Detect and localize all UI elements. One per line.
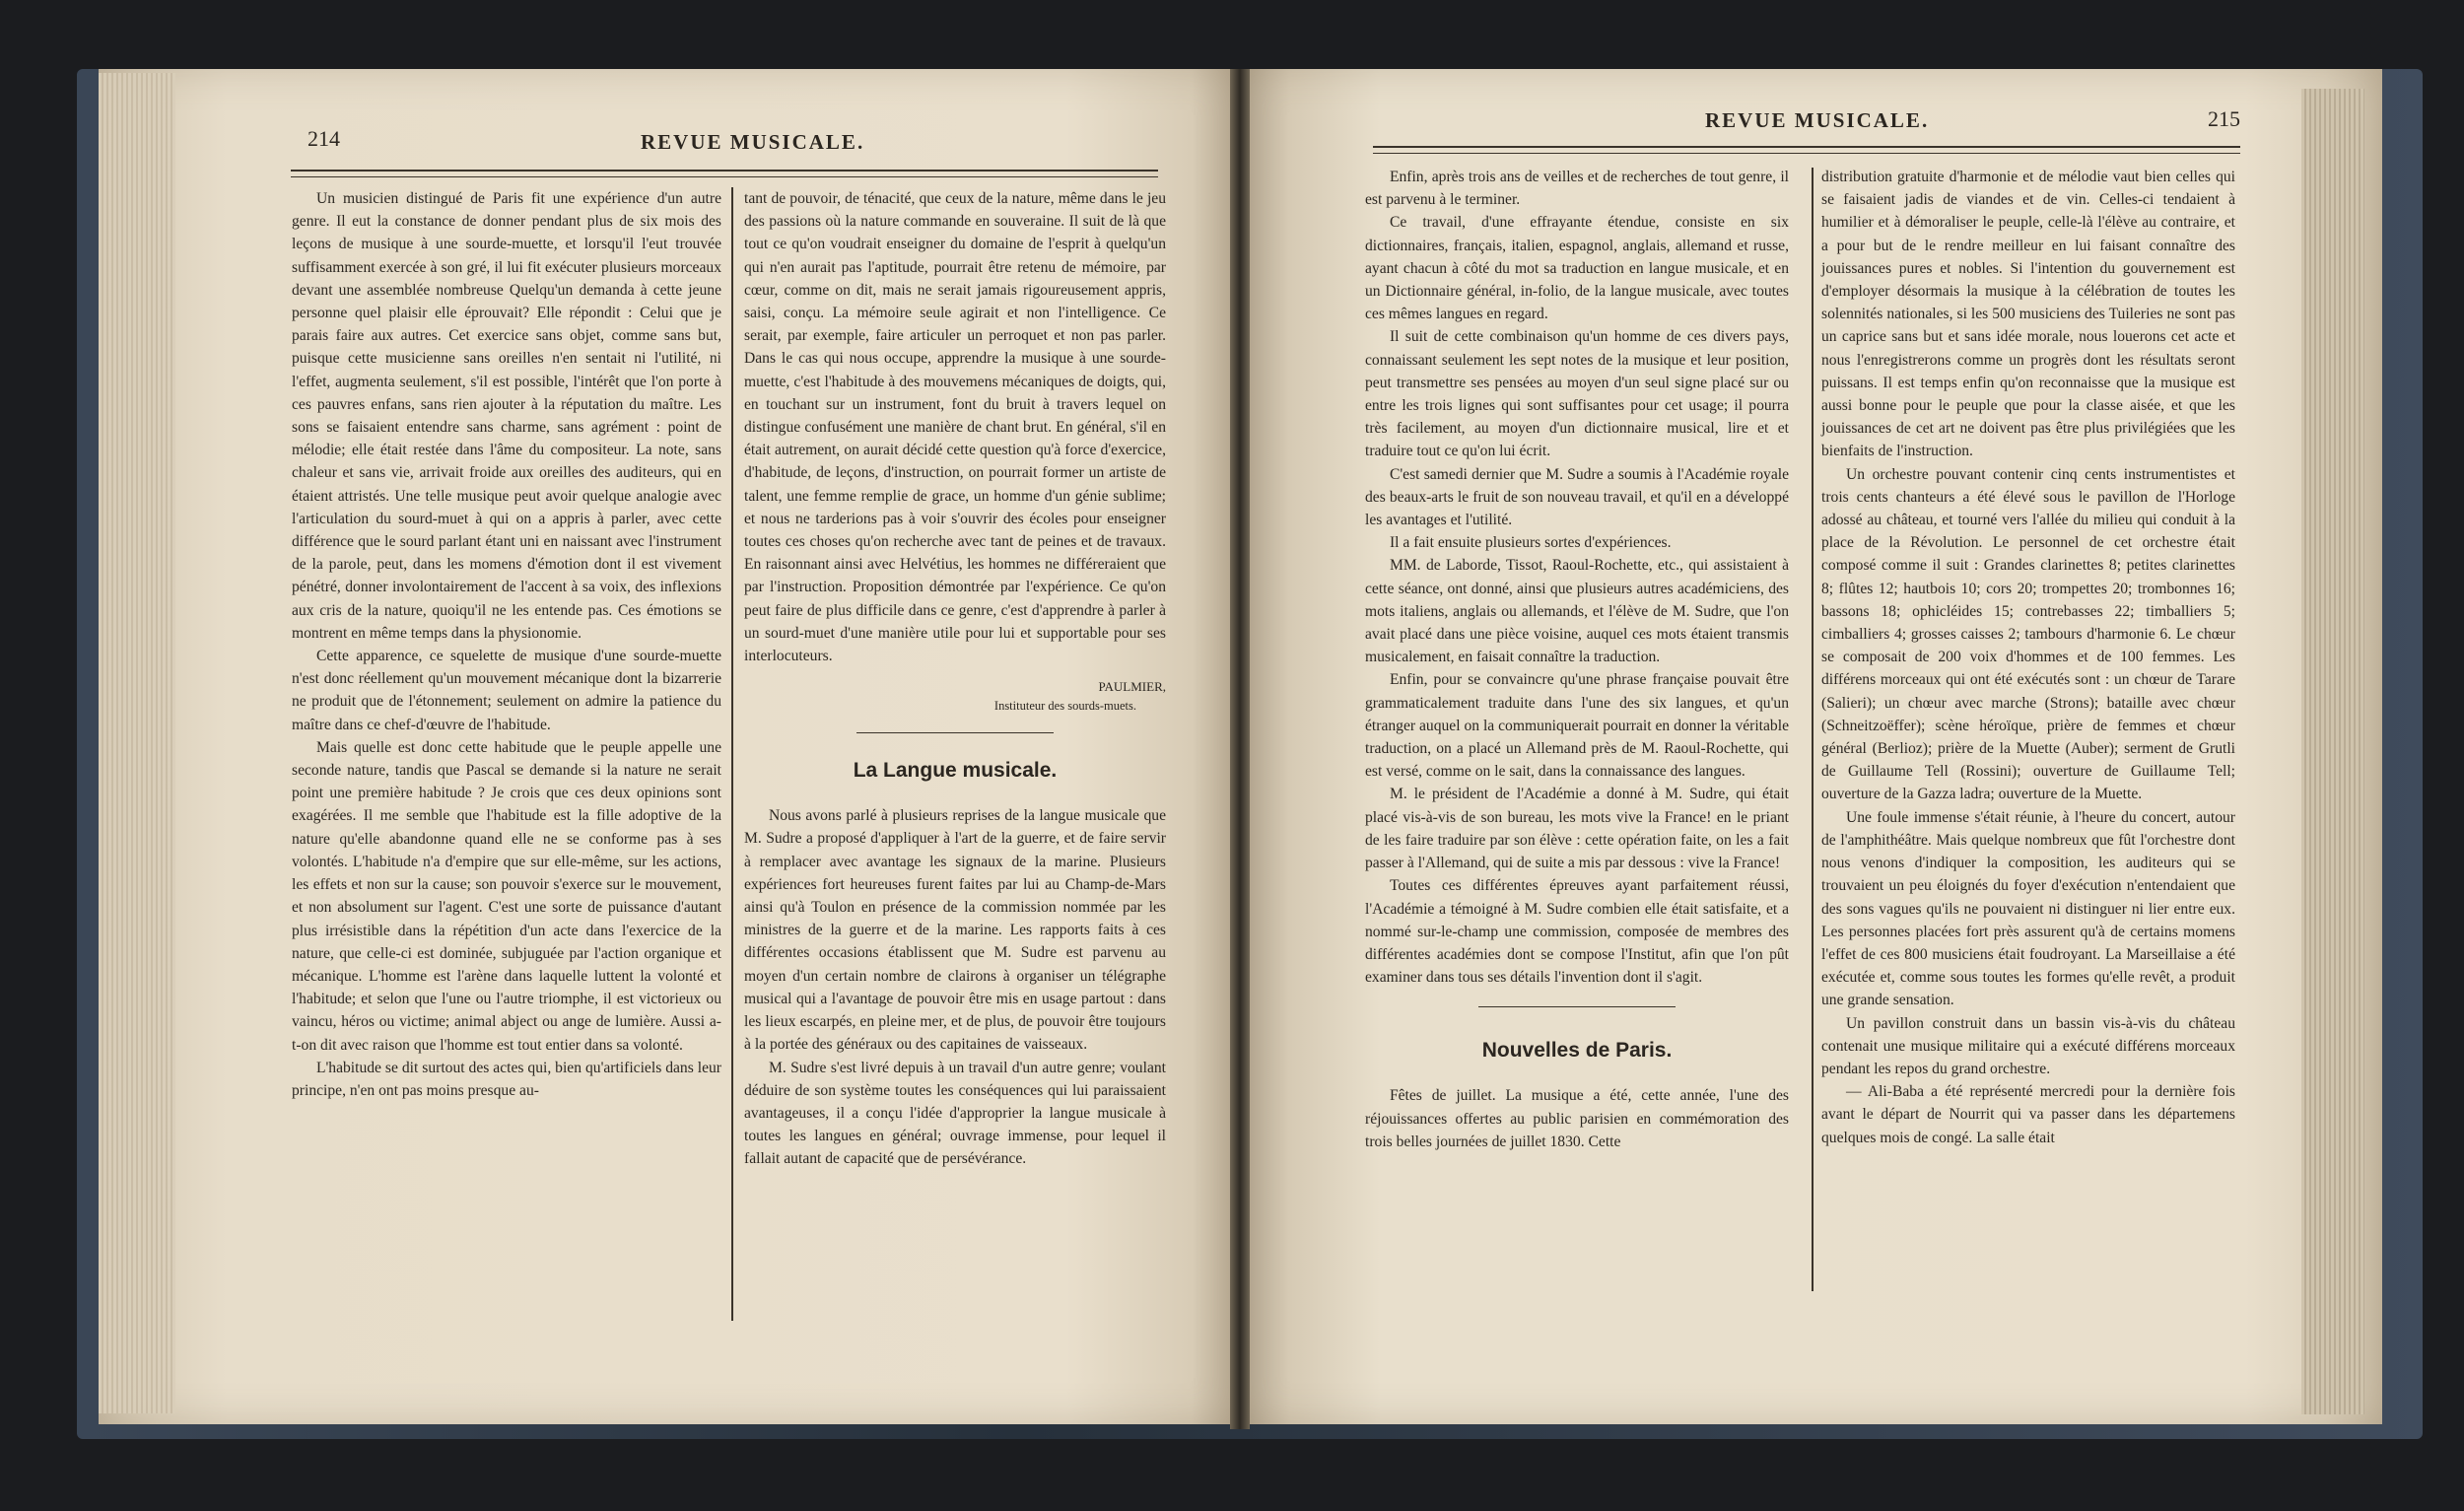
paragraph: Cette apparence, ce squelette de musique d'une sourde-muette n'est donc réellement qu'un mouvement mécanique dont la bizarrerie ne produit que de l'étonnement; seulement on admire la patience du maître dans ce chef-d'œuvre de l'habitude. xyxy=(292,648,721,733)
paragraph: Fêtes de juillet. La musique a été, cette année, l'une des réjouissances offertes au public parisien en commémoration des trois belles journées de juillet 1830. Cette xyxy=(1365,1087,1789,1150)
paragraph: Il suit de cette combinaison qu'un homme de ces divers pays, connaissant seulement les sept notes de la musique et leur position, peut transmettre ses pensées au moyen d'un seul signe placé sur ou entre les trois lignes qui sont suffisantes pour cet usage; il pourra très facilement, au moyen d'un dictionnaire musical, lire et et traduire tout ce qu'on lui écrit. xyxy=(1365,328,1789,460)
paragraph: Mais quelle est donc cette habitude que le peuple appelle une seconde nature, tandis que Pascal se demande si la nature ne serait point une première habitude ? Je crois que ces deux opinions sont exagérées. Il me semble que l'habitude est la fille adoptive de la nature qu'elle abandonne quand elle ne se conforme pas à ses volontés. L'habitude n'a d'empire que sur elle-même, sur les actions, les effets et non sur la cause; son pouvoir s'exerce sur le mouvement, et non absolument sur l'agent. C'est une sorte de puissance d'autant plus irrésistible dans la répétition d'un acte dans l'exercice de la nature, que celle-ci est dominée, subjuguée par l'action organique et mécanique. L'homme est l'arène dans laquelle luttent la volonté et l'habitude; et selon que l'une ou l'autre triomphe, il est victorieux ou vaincu, héros ou victime; animal abject ou ange de lumière. Aussi a-t-on dit avec raison que l'homme est tout entier dans sa volonté. xyxy=(292,738,721,1054)
paragraph: Un musicien distingué de Paris fit une expérience d'un autre genre. Il eut la constance de donner pendant plus de six mois des leçons de musique à une sourde-muette, et lorsqu'il l'eut trouvée suffisamment exercée à son gré, il lui fit exécuter plusieurs morceaux devant une assemblée nombreuse Quelqu'un demanda à cette jeune personne quel plaisir elle éprouvait? Elle répondit : Celui que je parais faire aux autres. Cet exercice sans objet, comme sans but, puisque cette musicienne sans oreilles n'en sentait ni l'utilité, ni l'effet, augmenta seulement, s'il est possible, l'intérêt que l'on porte à ces pauvres enfans, sans rien ajouter à la réputation du maître. Les sons se faisaient entendre sans charme, sans agrément : point de mélodie; elle était restée dans l'âme du compositeur. La note, sans chaleur et sans vie, arrivait froide aux oreilles des auditeurs, qui en étaient attristés. Une telle musique peut avoir quelque analogie avec l'articulation du sourd-muet à qui on a appris à parler, avec cette différence que le sourd parlant étant uni en naissant avec l'instrument de la parole, peut, dans les momens d'émotion dont il est vivement pénétré, donner involontairement de l'accent à sa voix, des inflexions aux cris de la nature, quoiqu'il ne les entende pas. Ces émotions se montrent en même temps dans la physionomie. xyxy=(292,190,721,642)
left-column-1 xyxy=(292,187,721,1102)
section-title: Nouvelles de Paris. xyxy=(1481,1039,1673,1063)
paragraph: Il a fait ensuite plusieurs sortes d'expériences. xyxy=(1389,534,1672,552)
right-header-rule xyxy=(1373,146,2240,154)
book-gutter xyxy=(1230,69,1250,1429)
paragraph: — Ali-Baba a été représenté mercredi pour la dernière fois avant le départ de Nourrit qui va passer dans les départemens quelques mois de congé. La salle était xyxy=(1821,1083,2235,1146)
right-column-1 xyxy=(1365,166,1789,1153)
paragraph: L'habitude se dit surtout des actes qui, bien qu'artificiels dans leur principe, n'en ont pas moins presque au- xyxy=(292,1059,721,1099)
separator xyxy=(1478,1006,1676,1007)
paragraph: C'est samedi dernier que M. Sudre a soumis à l'Académie royale des beaux-arts le fruit de son nouveau travail, et qu'il en a développé les avantages et l'utilité. xyxy=(1365,465,1789,529)
paragraph: Ce travail, d'une effrayante étendue, consiste en six dictionnaires, français, italien, espagnol, anglais, allemand et russe, ayant chacun à côté du mot sa traduction en langue musicale, et en un Dictionnaire général, in-folio, de la langue musicale, avec toutes ces mêmes langues en regard. xyxy=(1365,214,1789,323)
paragraph: distribution gratuite d'harmonie et de mélodie vaut bien celles qui se faisaient jadis de viandes et de vin. Celles-ci tendaient à humilier et à démoraliser le peuple, celle-là l'élève au contraire, et a pour but de le rendre meilleur en lui faisant connaître des jouissances pures et nobles. Si l'intention du gouvernement est d'employer désormais la musique à la célébration de toutes les solennités nationales, si les 500 musiciens des Tuileries ne sont pas un caprice sans but et sans idée morale, nous louerons cet acte et nous l'enregistrerons comme un progrès dont les résultats seront puissans. Il est temps enfin qu'on reconnaisse que la musique est aussi bonne pour le peuple que pour la classe aisée, et que les jouissances de cet art ne doivent pas être plus privilégiées que les bienfaits de l'instruction. xyxy=(1821,169,2235,460)
right-column-2 xyxy=(1821,166,2235,1149)
separator xyxy=(856,732,1054,733)
left-folio: 214 xyxy=(308,126,340,151)
paragraph: Un orchestre pouvant contenir cinq cents instrumentistes et trois cents chanteurs a été élevé sous le pavillon de l'Horloge adossé au château, et tourné vers l'allée du milieu qui conduit à la place de la Révolution. Le personnel de cet orchestre était composé comme il suit : Grandes clarinettes 8; petites clarinettes 8; flûtes 12; hautbois 10; cors 20; trompettes 20; trombonnes 16; bassons 18; ophicléides 15; contrebasses 22; timballiers 5; cimballiers 4; grosses caisses 2; tambours d'harmonie 6. Le chœur se composait de 200 voix d'hommes et de 100 femmes. Les différens morceaux qui ont été exécutés sont : un chœur de Tarare (Salieri); un chœur avec marche (Strons); bataille avec chœur (Schneitzoëffer); scène héroïque, prière de femmes et chœur général (Berlioz); prière de la Muette (Auber); serment de Grutli de Guillaume Tell (Rossini); ouverture de Guillaume Tell; ouverture de la Gazza ladra; ouverture de la Muette. xyxy=(1821,465,2235,803)
left-running-header: REVUE MUSICALE. xyxy=(641,130,865,154)
paragraph: MM. de Laborde, Tissot, Raoul-Rochette, etc., qui assistaient à cette séance, ont donné, ainsi que plusieurs autres académiciens, des mots italiens, anglais ou allemands, et l'élève de M. Sudre, que l'on avait placé dans une pièce voisine, auquel ces mots étaient transmis musicalement, en faisait connaître la traduction. xyxy=(1365,557,1789,666)
right-column-rule xyxy=(1812,168,1814,1291)
right-running-header: REVUE MUSICALE. xyxy=(1705,108,1930,132)
signature-title: Instituteur des sourds-muets. xyxy=(993,699,1136,714)
right-folio: 215 xyxy=(2208,106,2240,131)
left-page-edges xyxy=(99,73,175,1413)
paragraph: Nous avons parlé à plusieurs reprises de la langue musicale que M. Sudre a proposé d'appliquer à l'art de la guerre, et de faire servir à remplacer avec avantage les signaux de la marine. Plusieurs expériences fort heureuses furent faites par lui au Champ-de-Mars ainsi qu'à Toulon en présence de la commission nommée par les ministres de la guerre et de la marine. Les rapports faits à ces différentes occasions établissent que M. Sudre est parvenu au moyen d'un certain nombre de clairons à organiser un télégraphe musical qui a l'avantage de pouvoir être mis en usage partout : dans les lieux escarpés, en pleine mer, et de plus, de pouvoir être toujours à la portée des généraux ou des capitaines de vaisseaux. xyxy=(744,807,1166,1054)
paragraph: Enfin, pour se convaincre qu'une phrase française pouvait être grammaticalement traduite dans l'une des six langues, et qu'un étranger auquel on la communiquerait pourrait en donner la véritable traduction, on a placé un Allemand près de M. Raoul-Rochette, qui est versé, comme on le sait, dans la connaissance des langues. xyxy=(1365,671,1789,781)
paragraph: Enfin, après trois ans de veilles et de recherches de tout genre, il est parvenu à le terminer. xyxy=(1365,169,1789,209)
paragraph: Un pavillon construit dans un bassin vis-à-vis du château contenait une musique militaire qui a exécuté différens morceaux pendant les repos du grand orchestre. xyxy=(1821,1014,2235,1077)
signature-name: PAULMIER, xyxy=(1098,679,1166,695)
left-header-rule xyxy=(291,170,1158,177)
right-page-edges xyxy=(2301,89,2364,1414)
paragraph: tant de pouvoir, de ténacité, que ceux de la nature, même dans le jeu des passions où la nature commande en souveraine. Il suit de là que tout ce qu'on voudrait enseigner du domaine de l'esprit à quelqu'un qui n'en aurait pas l'aptitude, pourrait être retenu de mémoire, par cœur, comme on dit, mais ne serait jamais rigoureusement appris, saisi, conçu. La mémoire seule agirait et non l'intelligence. Ce serait, par exemple, faire articuler un perroquet et non pas parler. Dans le cas qui nous occupe, apprendre la musique à une sourde-muette, c'est l'habitude à des mouvemens mécaniques de doigts, qui, en touchant sur un instrument, font du bruit à travers lequel on distingue confusément une manière de chant brut. En général, s'il en était autrement, on aurait décidé cette question qu'à force d'exercice, d'habitude, de leçons, d'instruction, on pourrait former un artiste de talent, une femme remplie de grace, un homme d'un génie sublime; et nous ne tarderions pas à voir s'ouvrir des écoles pour enseigner toutes ces choses qu'on recherche avec tant de peines et de travaux. En raisonnant ainsi avec Helvétius, les hommes ne différeraient que par l'instruction. Proposition démontrée par l'expérience. Ce qu'on peut faire de plus difficile dans ce genre, c'est d'apprendre à parler à un sourd-muet d'une manière utile pour lui et supportable pour ses interlocuteurs. xyxy=(744,190,1166,665)
paragraph: Une foule immense s'était réunie, à l'heure du concert, autour de l'amphithéâtre. Mais quelque nombreux que fût l'orchestre dont nous venons d'indiquer la composition, les auditeurs qui se trouvaient un peu éloignés du foyer d'exécution n'entendaient que des sons vagues qu'ils ne pouvaient ni distinguer ni lier entre eux. Les personnes placées fort près assurent qu'à de certains momens l'effet de ces 800 musiciens était foudroyant. La Marseillaise a été exécutée et, comme sous toutes les formes qu'elle revêt, a produit une grande sensation. xyxy=(1821,808,2235,1009)
section-title: La Langue musicale. xyxy=(853,759,1058,783)
paragraph: Toutes ces différentes épreuves ayant parfaitement réussi, l'Académie a témoigné à M. Sudre combien elle était satisfaite, et a nommé sur-le-champ une commission, composée de membres des différentes académies dont se compose l'Institut, afin que l'on pût examiner dans tous ses détails l'invention dont il s'agit. xyxy=(1365,877,1789,987)
left-column-2 xyxy=(744,187,1166,1171)
left-column-rule xyxy=(731,187,733,1321)
paragraph: M. Sudre s'est livré depuis à un travail d'un autre genre; voulant déduire de son système toutes les conséquences qui lui paraissaient avantageuses, il a conçu l'idée d'approprier la langue musicale à toutes les langues en général; ouvrage immense, pour lequel il fallait autant de capacité que de persévérance. xyxy=(744,1059,1166,1168)
paragraph: M. le président de l'Académie a donné à M. Sudre, qui était placé vis-à-vis de son bureau, les mots vive la France! en le priant de les faire traduire par son élève : cette opération faite, on les a fait passer à l'Allemand, qui de suite a mis par dessous : vive la France! xyxy=(1365,786,1789,872)
